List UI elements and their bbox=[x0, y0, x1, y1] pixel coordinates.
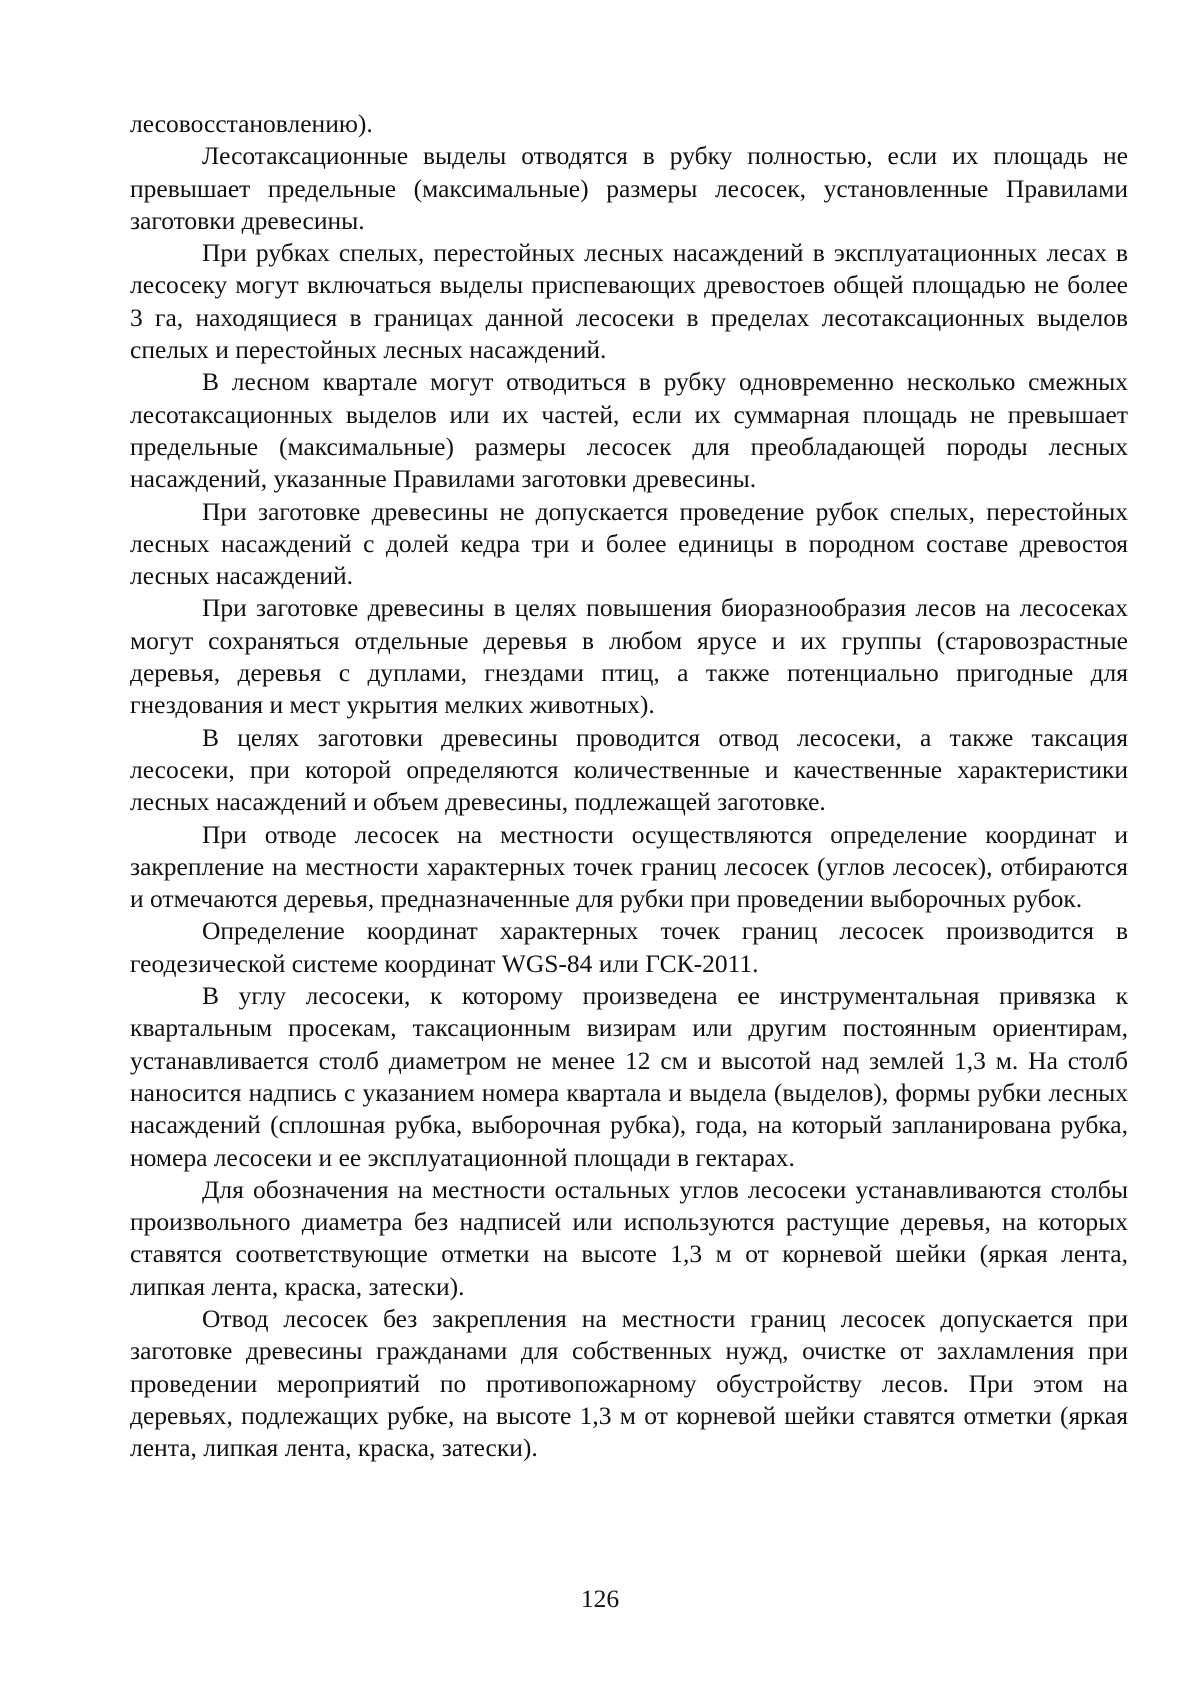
paragraph: Отвод лесосек без закрепления на местности границ лесосек допускается при заготовке древесины гражданами для собственных нужд, очистке от захламления при проведении мероприятий по противопожарному обустройству лесов. При этом на деревьях, подлежащих рубке, на высоте 1,3 м от корневой шейки ставятся отметки (яркая лента, липкая лента, краска, затески). bbox=[130, 1303, 1128, 1463]
paragraph: В углу лесосеки, к которому произведена ее инструментальная привязка к квартальным просекам, таксационным визирам или другим постоянным ориентирам, устанавливается столб диаметром не менее 12 см и высотой над землей 1,3 м. На столб наносится надпись с указанием номера квартала и выдела (выделов), формы рубки лесных насаждений (сплошная рубка, выборочная рубка), года, на который запланирована рубка, номера лесосеки и ее эксплуатационной площади в гектарах. bbox=[130, 981, 1128, 1172]
paragraph: Лесотаксационные выделы отводятся в рубку полностью, если их площадь не превышает предельные (максимальные) размеры лесосек, установленные Правилами заготовки древесины. bbox=[130, 141, 1128, 235]
paragraph: При отводе лесосек на местности осуществляются определение координат и закрепление на местности характерных точек границ лесосек (углов лесосек), отбираются и отмечаются деревья, предназначенные для рубки при проведении выборочных рубок. bbox=[130, 819, 1128, 914]
paragraph: Определение координат характерных точек границ лесосек производится в геодезической системе координат WGS-84 или ГСК-2011. bbox=[130, 916, 1128, 978]
page-number: 126 bbox=[580, 1584, 620, 1613]
paragraph: При рубках спелых, перестойных лесных насаждений в эксплуатационных лесах в лесосеку могут включаться выделы приспевающих древостоев общей площадью не более 3 га, находящиеся в границах данной лесосеки в пределах лесотаксационных выделов спелых и перестойных лесных насаждений. bbox=[130, 238, 1128, 365]
paragraph: В целях заготовки древесины проводится отвод лесосеки, а также таксация лесосеки, при которой определяются количественные и качественные характеристики лесных насаждений и объем древесины, подлежащей заготовке. bbox=[130, 722, 1128, 817]
paragraph: При заготовке древесины не допускается проведение рубок спелых, перестойных лесных насаждений с долей кедра три и более единицы в породном составе древостоя лесных насаждений. bbox=[130, 496, 1128, 591]
body-text bbox=[130, 108, 1128, 1464]
paragraph: При заготовке древесины в целях повышения биоразнообразия лесов на лесосеках могут сохраняться отдельные деревья в любом ярусе и их группы (старовозрастные деревья, деревья с дуплами, гнездами птиц, а также потенциально пригодные для гнездования и мест укрытия мелких животных). bbox=[130, 593, 1128, 720]
paragraph-continuation: лесовосстановлению). bbox=[130, 109, 373, 138]
paragraph: Для обозначения на местности остальных углов лесосеки устанавливаются столбы произвольного диаметра без надписей или используются растущие деревья, на которых ставятся соответствующие отметки на высоте 1,3 м от корневой шейки (яркая лента, липкая лента, краска, затески). bbox=[130, 1174, 1128, 1301]
paragraph: В лесном квартале могут отводиться в рубку одновременно несколько смежных лесотаксационных выделов или их частей, если их суммарная площадь не превышает предельные (максимальные) размеры лесосек для преобладающей породы лесных насаждений, указанные Правилами заготовки древесины. bbox=[130, 367, 1128, 494]
